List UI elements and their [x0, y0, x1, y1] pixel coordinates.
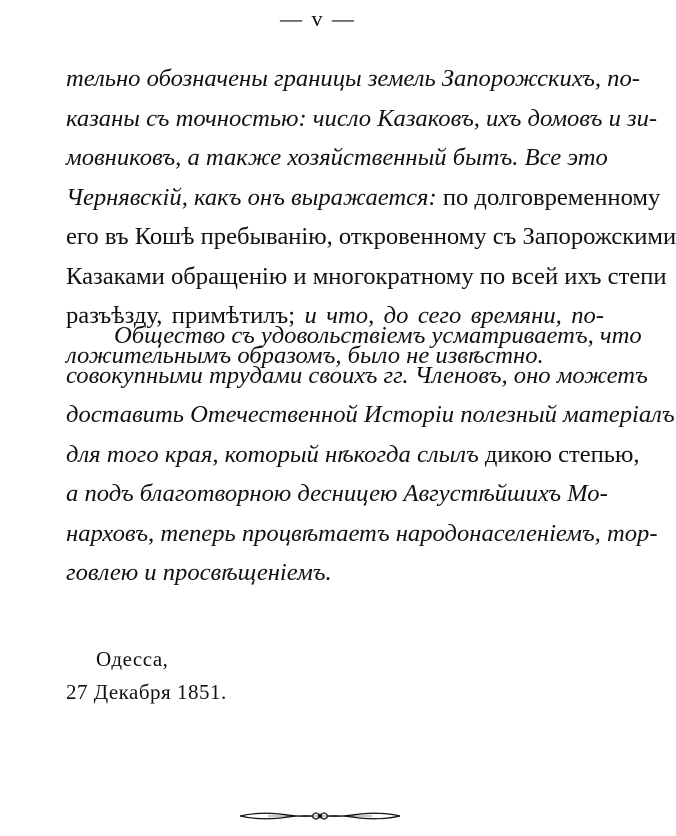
text-line: [66, 217, 676, 257]
line-text: казаны съ точностью: число Казаковъ, ихъ домовъ и зи-: [66, 104, 658, 132]
line-text: мовниковъ, а также хозяйственный бытъ. Все это: [66, 144, 608, 171]
paragraph-2: [66, 316, 675, 593]
line-text: Общество съ удовольствіемъ усматриваетъ, что: [114, 322, 642, 349]
line-text-italic: для того края, который нѣкогда слылъ: [66, 440, 485, 468]
tailpiece-ornament-icon: [238, 808, 402, 824]
line-text-roman: дикою степью,: [484, 440, 640, 468]
text-line: [66, 257, 667, 297]
line-text-roman: разъѣзду, примѣтилъ;: [66, 302, 305, 329]
line-text: Казаками обращенію и многократному по всей ихъ степи: [66, 262, 667, 290]
signature-place: Одесса,: [96, 647, 169, 671]
text-line: [66, 178, 661, 218]
line-text-italic: Чернявскій, какъ онъ выражается:: [66, 183, 443, 211]
line-text: совокупными трудами своихъ гг. Членовъ, оно можетъ: [66, 361, 648, 389]
line-text: его въ Кошѣ пребыванію, откровенному съ Запорожскими: [66, 223, 676, 250]
text-line: [66, 514, 658, 554]
line-text: нарховъ, теперь процвѣтаетъ народонаселеніемъ, тор-: [66, 519, 658, 547]
line-text: говлею и просвѣщеніемъ.: [66, 559, 332, 586]
line-text-italic: и что, до сего времяни, по-: [304, 302, 604, 329]
text-line: [66, 553, 604, 593]
text-line: [66, 316, 642, 356]
text-line: [66, 435, 640, 475]
text-line: [66, 395, 675, 435]
text-line: [66, 99, 658, 139]
signature-date: 27 Декабря 1851.: [66, 680, 227, 704]
text-line: [66, 59, 640, 99]
text-line: [66, 474, 608, 514]
page-number: — v —: [280, 6, 356, 31]
line-text: а подъ благотворною десницею Августѣйшихъ Мо-: [66, 480, 608, 507]
line-text-roman: по долговременному: [442, 183, 661, 211]
text-line: [66, 356, 648, 396]
line-text: тельно обозначены границы земель Запорожскихъ, по-: [66, 65, 640, 92]
line-text: доставить Отечественной Исторіи полезный матеріалъ: [66, 401, 675, 428]
text-line: [66, 138, 608, 178]
line-text: ложительнымъ образомъ, было не извѣстно.: [66, 341, 544, 369]
